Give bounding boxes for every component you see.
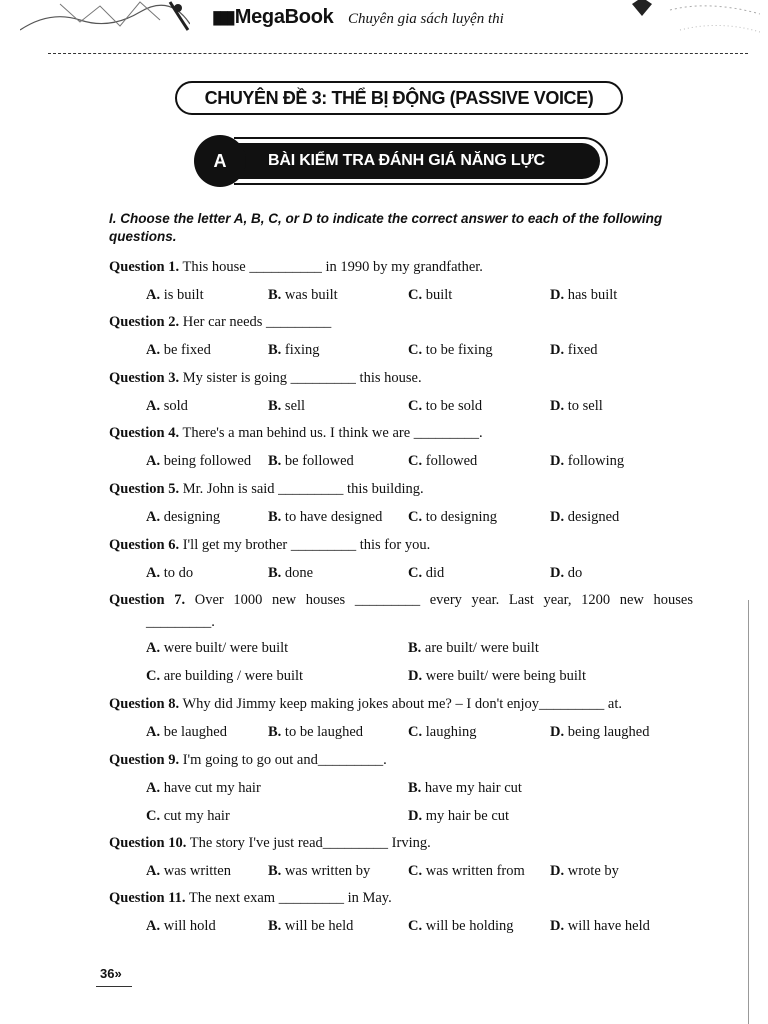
brand-tagline: Chuyên gia sách luyện thi: [348, 11, 504, 27]
option-letter: C.: [408, 724, 423, 740]
answer-option-b[interactable]: [268, 565, 313, 582]
option-letter: D.: [550, 509, 565, 525]
answer-option-b[interactable]: [408, 640, 539, 657]
question-5: [109, 481, 424, 498]
header-divider: [48, 53, 748, 54]
question-label: Question 8.: [109, 696, 180, 712]
option-text: fixed: [567, 342, 598, 358]
option-text: was written by: [284, 863, 371, 879]
answer-option-b[interactable]: [268, 724, 363, 741]
answer-option-c[interactable]: [408, 398, 482, 415]
answer-option-b[interactable]: [268, 453, 354, 470]
option-letter: C.: [408, 509, 423, 525]
answer-option-c[interactable]: [408, 918, 514, 935]
answer-option-c[interactable]: [408, 287, 452, 304]
option-text: sold: [163, 398, 188, 414]
page-header: [0, 0, 768, 50]
question-text: The next exam _________ in May.: [188, 890, 392, 906]
option-text: sell: [284, 398, 306, 414]
option-letter: B.: [408, 640, 422, 656]
answer-option-c[interactable]: [408, 724, 476, 741]
option-text: followed: [425, 453, 478, 469]
answer-option-b[interactable]: [268, 509, 382, 526]
option-text: to be laughed: [284, 724, 364, 740]
option-text: being laughed: [567, 724, 650, 740]
answer-option-c[interactable]: [408, 565, 444, 582]
answer-option-a[interactable]: [146, 863, 231, 880]
option-letter: A.: [146, 640, 161, 656]
option-letter: A.: [146, 287, 161, 303]
question-label: Question 5.: [109, 481, 180, 497]
option-letter: B.: [268, 342, 282, 358]
question-text: I'm going to go out and_________.: [182, 752, 387, 768]
option-text: to be sold: [425, 398, 483, 414]
answer-option-d[interactable]: [550, 287, 617, 304]
answer-option-b[interactable]: [268, 918, 353, 935]
answer-option-a[interactable]: [146, 565, 193, 582]
answer-option-b[interactable]: [268, 342, 320, 359]
option-letter: B.: [268, 863, 282, 879]
option-letter: A.: [146, 453, 161, 469]
question-9: [109, 752, 387, 769]
question-text: This house __________ in 1990 by my grandfather.: [182, 259, 483, 275]
question-1: [109, 259, 483, 276]
option-letter: D.: [550, 863, 565, 879]
section-banner: [194, 135, 608, 189]
option-letter: D.: [550, 918, 565, 934]
answer-option-a[interactable]: [146, 398, 188, 415]
option-text: cut my hair: [163, 808, 230, 824]
option-text: wrote by: [567, 863, 619, 879]
option-text: be fixed: [163, 342, 211, 358]
option-text: are built/ were built: [424, 640, 539, 656]
answer-option-b[interactable]: [408, 780, 522, 797]
answer-option-a[interactable]: [146, 509, 220, 526]
section-title: BÀI KIỂM TRA ĐÁNH GIÁ NĂNG LỰC: [230, 143, 600, 179]
answer-option-d[interactable]: [550, 918, 650, 935]
option-text: will have held: [567, 918, 650, 934]
answer-option-c[interactable]: [146, 668, 303, 685]
option-text: done: [284, 565, 314, 581]
answer-option-c[interactable]: [146, 808, 230, 825]
option-text: were built/ were built: [163, 640, 289, 656]
answer-option-d[interactable]: [550, 509, 619, 526]
page-number: 36»: [100, 966, 122, 981]
option-letter: A.: [146, 724, 161, 740]
brand-logo: ▮▮▮ MegaBook: [212, 6, 334, 28]
option-letter: B.: [268, 918, 282, 934]
option-letter: A.: [146, 398, 161, 414]
option-letter: B.: [268, 287, 282, 303]
instruction-text: I. Choose the letter A, B, C, or D to indicate the correct answer to each of the following questions.: [109, 211, 663, 244]
question-text: Mr. John is said _________ this building.: [182, 481, 424, 497]
option-text: to do: [163, 565, 194, 581]
option-text: will hold: [163, 918, 216, 934]
answer-option-d[interactable]: [550, 398, 603, 415]
question-11: [109, 890, 392, 907]
answer-option-a[interactable]: [146, 724, 227, 741]
option-letter: C.: [408, 565, 423, 581]
answer-option-c[interactable]: [408, 342, 493, 359]
option-letter: D.: [550, 287, 565, 303]
option-letter: C.: [408, 342, 423, 358]
option-text: has built: [567, 287, 618, 303]
answer-option-c[interactable]: [408, 509, 497, 526]
section-letter: A: [194, 135, 246, 187]
option-text: following: [567, 453, 625, 469]
answer-option-a[interactable]: [146, 780, 261, 797]
question-label: Question 3.: [109, 370, 180, 386]
decorative-illustration-right: [560, 0, 760, 40]
question-label: Question 9.: [109, 752, 180, 768]
option-letter: C.: [146, 808, 161, 824]
option-text: will be holding: [425, 918, 514, 934]
answer-option-a[interactable]: [146, 342, 211, 359]
option-letter: A.: [146, 918, 161, 934]
option-letter: A.: [146, 509, 161, 525]
option-text: fixing: [284, 342, 320, 358]
answer-option-a[interactable]: [146, 640, 288, 657]
option-text: be followed: [284, 453, 354, 469]
option-letter: C.: [408, 863, 423, 879]
answer-option-a[interactable]: [146, 453, 251, 470]
option-text: will be held: [284, 918, 354, 934]
question-text: There's a man behind us. I think we are _________.: [182, 425, 483, 441]
option-letter: D.: [408, 808, 423, 824]
option-letter: B.: [268, 724, 282, 740]
question-text: Over 1000 new houses _________ every year. Last year, 1200 new houses: [194, 592, 693, 608]
decorative-illustration: [20, 0, 190, 36]
option-letter: C.: [146, 668, 161, 684]
option-text: was built: [284, 287, 338, 303]
option-text: was written: [163, 863, 231, 879]
question-text: The story I've just read_________ Irving.: [189, 835, 431, 851]
chapter-title: CHUYÊN ĐỀ 3: THỂ BỊ ĐỘNG (PASSIVE VOICE): [175, 81, 623, 115]
question-10: [109, 835, 431, 852]
option-letter: C.: [408, 918, 423, 934]
option-text: did: [425, 565, 445, 581]
option-text: is built: [163, 287, 204, 303]
option-letter: A.: [146, 342, 161, 358]
option-letter: D.: [408, 668, 423, 684]
answer-option-d[interactable]: [550, 342, 598, 359]
question-7: [109, 592, 693, 609]
option-text: were built/ were being built: [425, 668, 586, 684]
option-text: built: [425, 287, 453, 303]
option-letter: C.: [408, 287, 423, 303]
question-text-continued: _________.: [146, 614, 215, 630]
option-text: be laughed: [163, 724, 227, 740]
option-letter: D.: [550, 453, 565, 469]
answer-option-d[interactable]: [550, 565, 582, 582]
question-label: Question 11.: [109, 890, 186, 906]
option-text: to have designed: [284, 509, 383, 525]
page-number-underline: [96, 986, 132, 987]
question-label: Question 10.: [109, 835, 187, 851]
option-text: was written from: [425, 863, 525, 879]
question-label: Question 6.: [109, 537, 180, 553]
answer-option-c[interactable]: [408, 863, 525, 880]
option-text: do: [567, 565, 583, 581]
answer-option-b[interactable]: [268, 863, 370, 880]
option-text: designing: [163, 509, 221, 525]
question-label: Question 1.: [109, 259, 180, 275]
option-text: designed: [567, 509, 620, 525]
option-letter: B.: [268, 565, 282, 581]
answer-option-d[interactable]: [550, 453, 624, 470]
option-text: have cut my hair: [163, 780, 261, 796]
answer-option-d[interactable]: [550, 724, 649, 741]
option-letter: D.: [550, 565, 565, 581]
answer-option-b[interactable]: [268, 398, 305, 415]
answer-option-d[interactable]: [408, 668, 586, 685]
answer-option-d[interactable]: [408, 808, 509, 825]
answer-option-d[interactable]: [550, 863, 619, 880]
question-2: [109, 314, 331, 331]
option-letter: D.: [550, 342, 565, 358]
option-letter: B.: [268, 509, 282, 525]
option-letter: D.: [550, 398, 565, 414]
question-text: I'll get my brother _________ this for you.: [182, 537, 431, 553]
question-label: Question 4.: [109, 425, 180, 441]
option-text: my hair be cut: [425, 808, 510, 824]
answer-option-c[interactable]: [408, 453, 477, 470]
option-letter: B.: [408, 780, 422, 796]
option-text: to sell: [567, 398, 603, 414]
option-letter: A.: [146, 780, 161, 796]
option-text: are building / were built: [163, 668, 304, 684]
question-text: Why did Jimmy keep making jokes about me? – I don't enjoy_________ at.: [182, 696, 623, 712]
question-label: Question 2.: [109, 314, 180, 330]
option-text: laughing: [425, 724, 477, 740]
question-8: [109, 696, 622, 713]
question-text: My sister is going _________ this house.: [182, 370, 422, 386]
question-4: [109, 425, 483, 442]
question-6: [109, 537, 430, 554]
option-letter: D.: [550, 724, 565, 740]
option-text: to be fixing: [425, 342, 493, 358]
option-letter: B.: [268, 453, 282, 469]
question-3: [109, 370, 422, 387]
option-text: to designing: [425, 509, 498, 525]
question-text: Her car needs _________: [182, 314, 332, 330]
answer-option-a[interactable]: [146, 918, 216, 935]
answer-option-a[interactable]: [146, 287, 204, 304]
page-edge-line: [748, 600, 749, 1024]
question-label: Question 7.: [109, 592, 186, 608]
option-text: have my hair cut: [424, 780, 522, 796]
answer-option-b[interactable]: [268, 287, 338, 304]
option-letter: C.: [408, 453, 423, 469]
option-letter: A.: [146, 863, 161, 879]
option-letter: A.: [146, 565, 161, 581]
option-letter: C.: [408, 398, 423, 414]
option-text: being followed: [163, 453, 252, 469]
option-letter: B.: [268, 398, 282, 414]
